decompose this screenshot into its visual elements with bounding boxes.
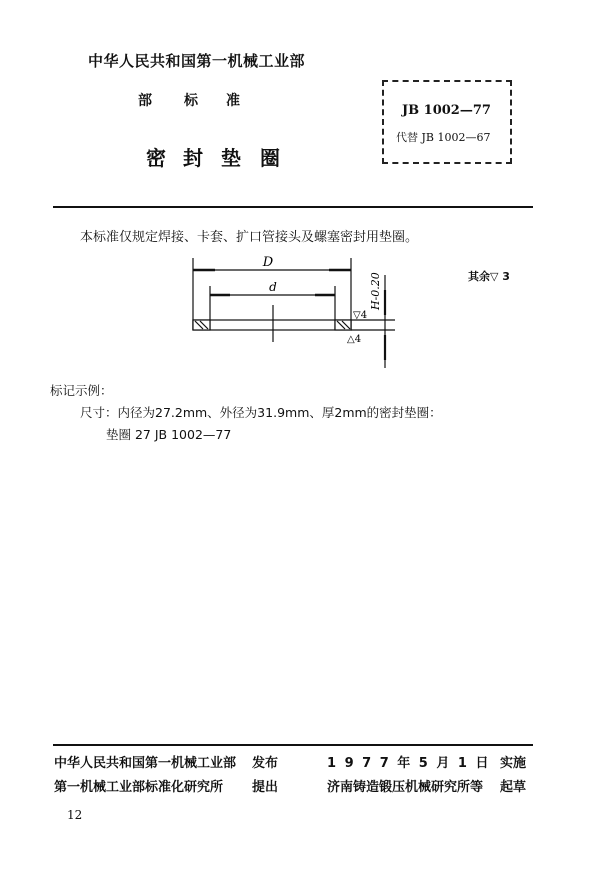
replaces-label: 代替: [396, 131, 418, 144]
gasket-drawing: [185, 250, 405, 370]
marking-size-text: 尺寸：内径为27.2mm、外径为31.9mm、厚2mm的密封垫圈：: [80, 405, 442, 420]
footer-issue-action: 发布: [252, 756, 279, 771]
standard-type-char-1: 部: [138, 93, 152, 109]
title-char-4: 圈: [260, 146, 280, 170]
replaces-line: [396, 129, 490, 145]
page-number: 12: [67, 808, 83, 822]
footer-propose-action: 提出: [252, 780, 279, 795]
standard-number-box: [382, 80, 512, 164]
standard-number: JB 1002—77: [402, 103, 491, 118]
standard-type-char-3: 准: [226, 93, 240, 109]
footer-issuer: 中华人民共和国第一机械工业部: [54, 756, 237, 771]
other-surfaces-roughness: 其余▽ 3: [468, 270, 510, 283]
inner-diameter-label: d: [269, 280, 277, 294]
surface-roughness-top: ▽4: [353, 310, 368, 321]
footer-draft-action: 起草: [500, 780, 527, 795]
footer-drafter: 济南铸造锻压机械研究所等: [327, 780, 484, 795]
marking-example: 垫圈 27 JB 1002—77: [106, 427, 232, 442]
footer-divider: [53, 744, 533, 746]
header-divider: [53, 206, 533, 208]
marking-example-label: 标记示例：: [50, 383, 113, 398]
surface-roughness-bottom: △4: [347, 334, 362, 345]
footer-date: 1 9 7 7 年 5 月 1 日: [327, 756, 489, 771]
scope-statement: 本标准仅规定焊接、卡套、扩口管接头及螺塞密封用垫圈。: [80, 230, 419, 245]
title-char-1: 密: [146, 146, 166, 170]
outer-diameter-label: D: [262, 255, 274, 270]
footer-proposer: 第一机械工业部标准化研究所: [54, 780, 224, 795]
ministry-name: 中华人民共和国第一机械工业部: [88, 52, 306, 70]
title-char-3: 垫: [221, 146, 241, 170]
standard-type-char-2: 标: [184, 93, 198, 109]
replaces-number: JB 1002—67: [421, 131, 491, 144]
title-char-2: 封: [183, 146, 203, 170]
thickness-label: H-0.20: [369, 272, 382, 310]
footer-date-action: 实施: [500, 756, 527, 771]
